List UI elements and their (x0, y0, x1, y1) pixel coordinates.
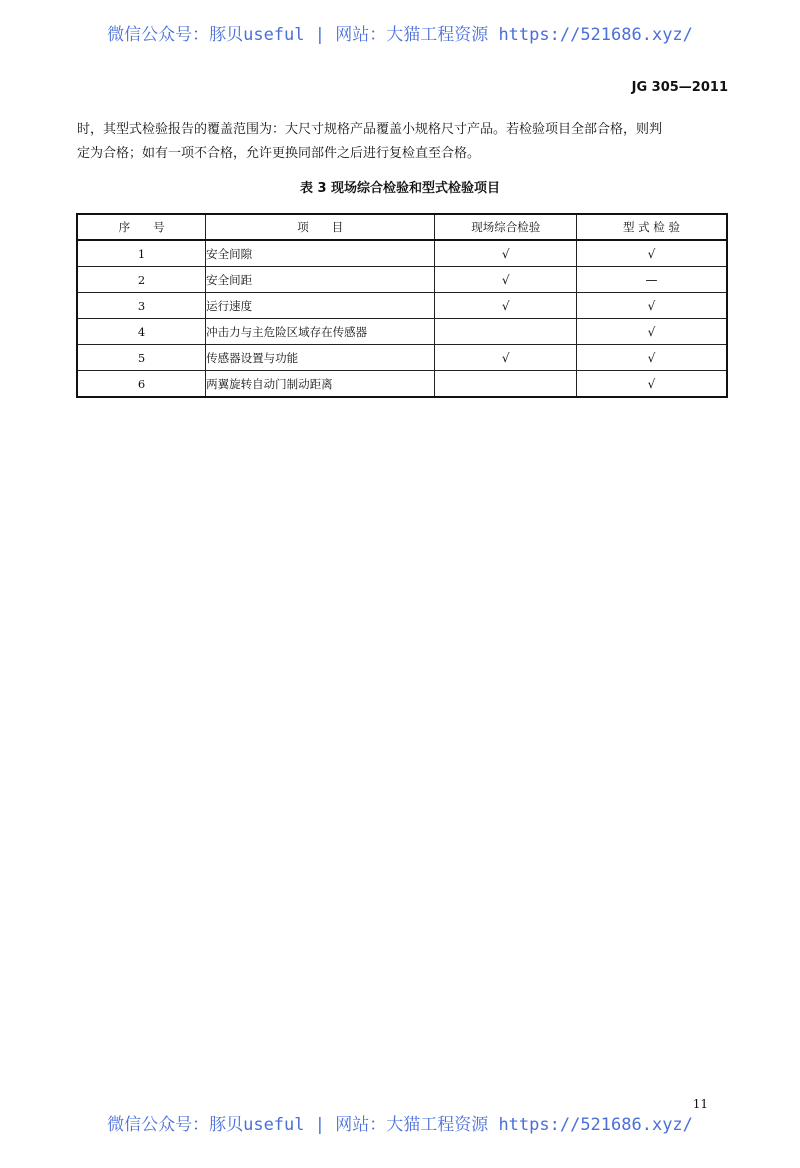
standard-code: JG 305—2011 (631, 80, 728, 95)
row-onsite-mark (435, 319, 577, 345)
row-number: 6 (77, 371, 206, 398)
row-type-test-mark: √ (576, 319, 727, 345)
inspection-items-table (76, 213, 728, 398)
row-type-test-mark: √ (576, 371, 727, 398)
page-number: 11 (692, 1097, 708, 1111)
row-onsite-mark: √ (435, 267, 577, 293)
row-number: 4 (77, 319, 206, 345)
row-type-test-mark: √ (576, 240, 727, 267)
row-item: 两翼旋转自动门制动距离 (206, 371, 435, 398)
header-item: 项 目 (206, 214, 435, 240)
row-item: 安全间距 (206, 267, 435, 293)
header-type-test: 型 式 检 验 (576, 214, 727, 240)
table-row (77, 240, 727, 267)
row-item: 传感器设置与功能 (206, 345, 435, 371)
body-line-2: 定为合格；如有一项不合格，允许更换同部件之后进行复检直至合格。 (77, 146, 481, 161)
watermark-top: 微信公众号：豚贝useful | 网站：大猫工程资源 https://521686.xyz/ (107, 25, 693, 45)
row-type-test-mark: √ (576, 345, 727, 371)
table-row (77, 345, 727, 371)
table-row (77, 371, 727, 398)
row-number: 5 (77, 345, 206, 371)
watermark-bottom: 微信公众号：豚贝useful | 网站：大猫工程资源 https://521686.xyz/ (107, 1115, 693, 1135)
row-number: 3 (77, 293, 206, 319)
header-number: 序 号 (77, 214, 206, 240)
row-item: 运行速度 (206, 293, 435, 319)
row-onsite-mark: √ (435, 240, 577, 267)
table-caption: 表 3 现场综合检验和型式检验项目 (299, 181, 501, 196)
body-line-1: 时，其型式检验报告的覆盖范围为：大尺寸规格产品覆盖小规格尺寸产品。若检验项目全部合格，则判 (77, 122, 663, 137)
row-number: 2 (77, 267, 206, 293)
row-onsite-mark: √ (435, 345, 577, 371)
table-row (77, 293, 727, 319)
row-onsite-mark: √ (435, 293, 577, 319)
table-header-row (77, 214, 727, 240)
row-type-test-mark: — (576, 267, 727, 293)
row-number: 1 (77, 240, 206, 267)
body-paragraph (77, 118, 727, 166)
row-item: 冲击力与主危险区域存在传感器 (206, 319, 435, 345)
row-item: 安全间隙 (206, 240, 435, 267)
table-row (77, 267, 727, 293)
row-onsite-mark (435, 371, 577, 398)
table-row (77, 319, 727, 345)
row-type-test-mark: √ (576, 293, 727, 319)
header-onsite-inspection: 现场综合检验 (435, 214, 577, 240)
